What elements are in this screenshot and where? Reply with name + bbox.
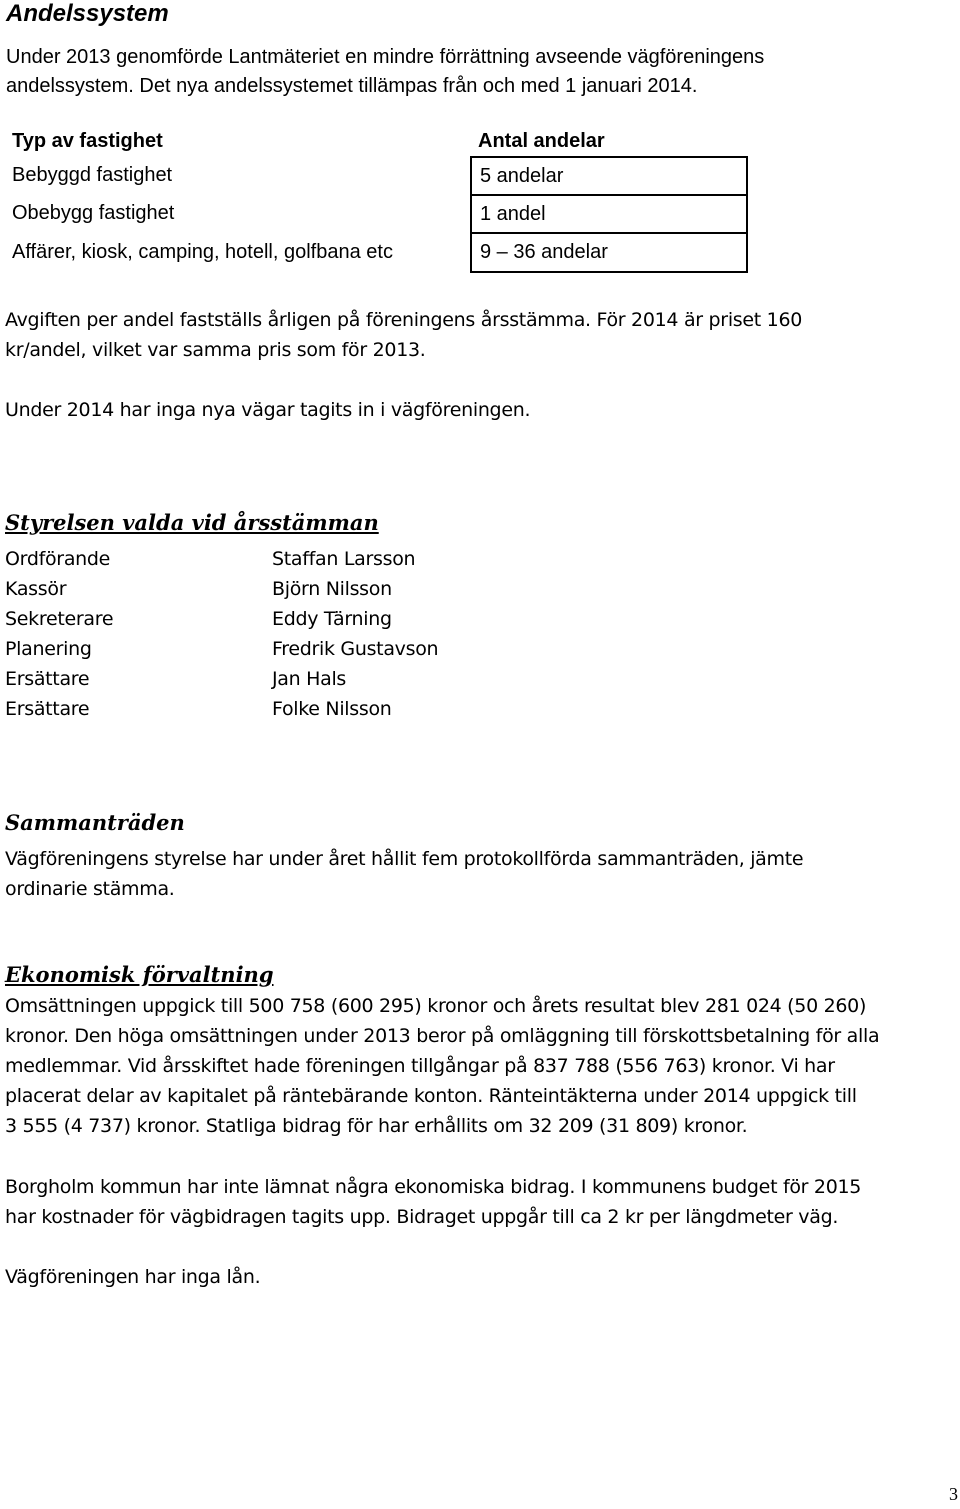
board-role: Kassör: [5, 578, 67, 600]
board-role: Ordförande: [5, 548, 111, 570]
board-name: Björn Nilsson: [272, 578, 392, 600]
intro-line-2: andelssystem. Det nya andelssystemet tillämpas från och med 1 januari 2014.: [6, 75, 698, 97]
board-name: Eddy Tärning: [272, 608, 392, 630]
economy-line: kronor. Den höga omsättningen under 2013 beror på omläggning till förskottsbetalning för alla: [5, 1025, 880, 1047]
economy-heading: Ekonomisk förvaltning: [5, 962, 274, 987]
municipality-line: Borgholm kommun har inte lämnat några ekonomiska bidrag. I kommunens budget för 2015: [5, 1176, 862, 1198]
economy-line: placerat delar av kapitalet på räntebärande konton. Ränteintäkterna under 2014 uppgick till: [5, 1085, 857, 1107]
meetings-line: ordinarie stämma.: [5, 878, 175, 900]
fee-line-2: kr/andel, vilket var samma pris som för 2013.: [5, 339, 426, 361]
board-role: Sekreterare: [5, 608, 114, 630]
board-name: Jan Hals: [272, 668, 347, 690]
municipality-line: har kostnader för vägbidragen tagits upp. Bidraget uppgår till ca 2 kr per längdmeter väg.: [5, 1206, 839, 1228]
intro-line-1: Under 2013 genomförde Lantmäteriet en mindre förrättning avseende vägföreningens: [6, 46, 765, 68]
board-role: Planering: [5, 638, 92, 660]
board-name: Folke Nilsson: [272, 698, 392, 720]
board-name: Staffan Larsson: [272, 548, 416, 570]
loans-text: Vägföreningen har inga lån.: [5, 1266, 261, 1288]
fee-line-1: Avgiften per andel fastställs årligen på föreningens årsstämma. För 2014 är priset 160: [5, 309, 803, 331]
table-row-type: Affärer, kiosk, camping, hotell, golfbana etc: [12, 240, 393, 263]
board-role: Ersättare: [5, 698, 90, 720]
economy-line: Omsättningen uppgick till 500 758 (600 295) kronor och årets resultat blev 281 024 (50 260): [5, 995, 867, 1017]
table-row-count: 9 – 36 andelar: [470, 232, 748, 273]
meetings-line: Vägföreningens styrelse har under året hållit fem protokollförda sammanträden, jämte: [5, 848, 804, 870]
page-title: Andelssystem: [6, 0, 169, 27]
economy-line: medlemmar. Vid årsskiftet hade föreningen tillgångar på 837 788 (556 763) kronor. Vi har: [5, 1055, 835, 1077]
roads-text: Under 2014 har inga nya vägar tagits in i vägföreningen.: [5, 399, 531, 421]
table-header-count: Antal andelar: [478, 129, 605, 152]
economy-line: 3 555 (4 737) kronor. Statliga bidrag för har erhållits om 32 209 (31 809) kronor.: [5, 1115, 748, 1137]
board-heading: Styrelsen valda vid årsstämman: [5, 510, 379, 535]
board-role: Ersättare: [5, 668, 90, 690]
meetings-heading: Sammanträden: [5, 810, 185, 835]
board-name: Fredrik Gustavson: [272, 638, 439, 660]
table-row-type: Obebygg fastighet: [12, 201, 175, 224]
table-row-count: 5 andelar: [470, 156, 748, 196]
table-row-type: Bebyggd fastighet: [12, 163, 173, 186]
table-row-count: 1 andel: [470, 194, 748, 234]
page-number: 3: [949, 1484, 958, 1504]
table-header-type: Typ av fastighet: [12, 129, 163, 152]
